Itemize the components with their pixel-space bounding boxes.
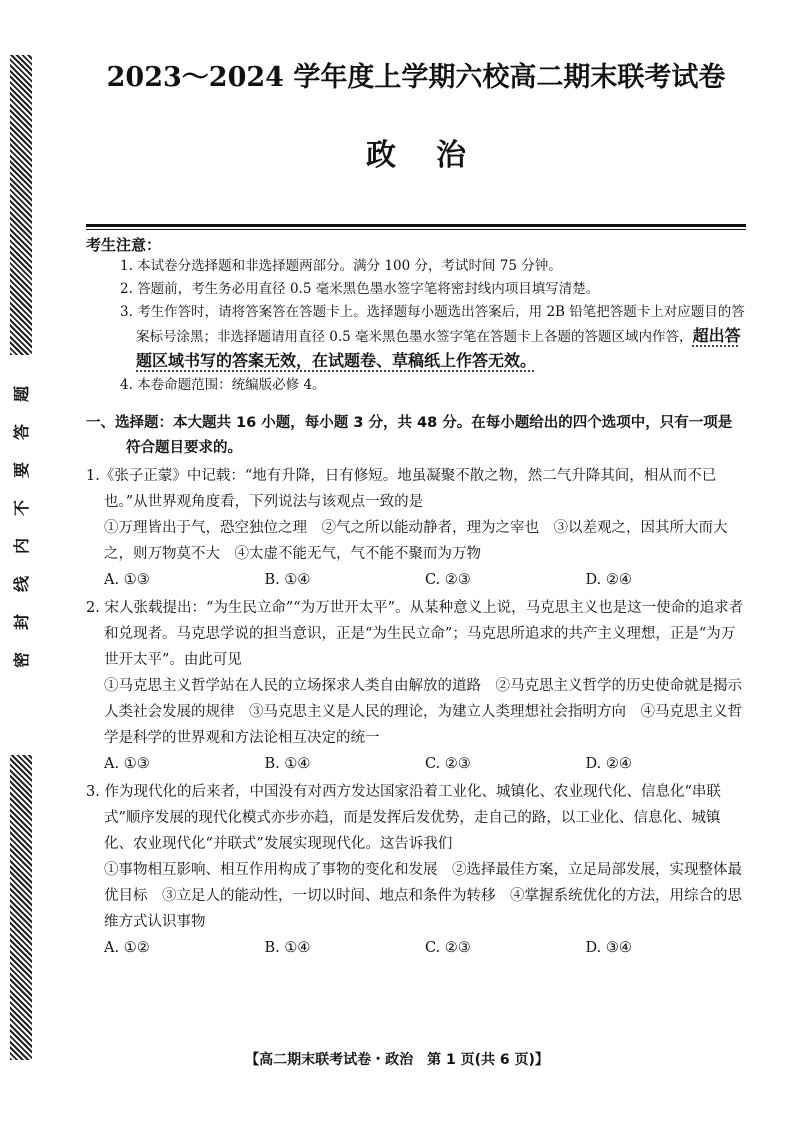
question-stem: 2. 宋人张载提出：“为生民立命”“为万世开太平”。从某种意义上说，马克思主义也是这一使命的追求者和兑现者。马克思学说的担当意识，正是“为生民立命”；马克思所追求的共产主义理想，正是“为万世开太平”。由此可见 [86, 600, 744, 668]
question-statements: ①万理皆出于气，恐空独位之理 ②气之所以能动静者，理为之宰也 ③以差观之，因其所大而大之，则万物莫不大 ④太虚不能无气，气不能不聚而为万物 [104, 520, 728, 562]
notice-heading: 考生注意： [86, 236, 162, 254]
seal-char: 密 [11, 651, 31, 669]
header-rule [86, 224, 746, 227]
seal-char: 线 [11, 575, 31, 593]
choice-a: A. ①② [104, 940, 150, 956]
choice-d: D. ②④ [585, 572, 632, 588]
answer-choices [86, 935, 746, 961]
notice-item [120, 301, 746, 374]
choice-d: D. ③④ [585, 940, 632, 956]
choice-b: B. ①④ [264, 756, 311, 772]
exam-page [86, 55, 746, 961]
exam-title: 2023～2024 学年度上学期六校高二期末联考试卷 [106, 62, 726, 93]
choice-d: D. ②④ [585, 756, 632, 772]
choice-c: C. ②③ [425, 756, 471, 772]
binding-pattern-bottom [10, 755, 32, 1060]
answer-choices [86, 567, 746, 593]
choice-b: B. ①④ [264, 940, 311, 956]
binding-pattern-top [10, 55, 32, 355]
header-rule-thin [86, 229, 746, 230]
binding-margin [0, 55, 44, 1065]
seal-char: 封 [11, 613, 31, 631]
choice-c: C. ②③ [425, 572, 471, 588]
choice-c: C. ②③ [425, 940, 471, 956]
choice-a: A. ①③ [104, 572, 150, 588]
seal-char: 不 [11, 499, 31, 517]
question-statements: ①事物相互影响、相互作用构成了事物的变化和发展 ②选择最佳方案，立足局部发展，实现整体最优目标 ③立足人的能动性，一切以时间、地点和条件为转移 ④掌握系统优化的方法，用综合的思维方式认识事物 [104, 862, 742, 930]
notice-emphasis: 超出答题区域书写的答案无效，在试题卷、草稿纸上作答无效。 [136, 326, 741, 370]
question-1 [86, 463, 746, 593]
exam-subject: 政治 [366, 138, 506, 173]
notice-item: 1. 本试卷分选择题和非选择题两部分。满分 100 分，考试时间 75 分钟。 [120, 258, 562, 274]
seal-char: 题 [11, 385, 31, 403]
page-footer: 【高二期末联考试卷・政治 第 1 页(共 6 页)】 [245, 1052, 549, 1068]
question-3 [86, 779, 746, 961]
question-stem: 3. 作为现代化的后来者，中国没有对西方发达国家沿着工业化、城镇化、农业现代化、信息化“串联式”顺序发展的现代化模式亦步亦趋，而是发挥后发优势，走自己的路，以工业化、信息化、城镇化、农业现代化“并联式”发展实现现代化。这告诉我们 [86, 784, 721, 852]
question-2 [86, 595, 746, 777]
question-stem: 1.《张子正蒙》中记载：“地有升降，日有修短。地虽凝聚不散之物，然二气升降其间，相从而不已也。”从世界观角度看，下列说法与该观点一致的是 [86, 468, 717, 510]
seal-char: 答 [11, 423, 31, 441]
notice-item: 2. 答题前，考生务必用直径 0.5 毫米黑色墨水签字笔将密封线内项目填写清楚。 [120, 281, 600, 297]
answer-choices [86, 751, 746, 777]
notice-list [86, 255, 746, 397]
choice-b: B. ①④ [264, 572, 311, 588]
question-statements: ①马克思主义哲学站在人民的立场探求人类自由解放的道路 ②马克思主义哲学的历史使命就是揭示人类社会发展的规律 ③马克思主义是人民的理论，为建立人类理想社会指明方向 ④马克思主义哲学是科学的世界观和方法论相互决定的统一 [104, 678, 742, 746]
seal-char: 内 [11, 537, 31, 555]
notice-item: 4. 本卷命题范围：统编版必修 4。 [120, 377, 326, 393]
choice-a: A. ①③ [104, 756, 150, 772]
seal-char: 要 [11, 461, 31, 479]
notice-item-text: 3. 考生作答时，请将答案答在答题卡上。选择题每小题选出答案后，用 2B 铅笔把答题卡上对应题目的答案标号涂黑；非选择题请用直径 0.5 毫米黑色墨水签字笔在答题卡上各题的答题区域内作答， [120, 304, 745, 345]
section-heading: 一、选择题：本大题共 16 小题，每小题 3 分，共 48 分。在每小题给出的四个选项中，只有一项是符合题目要求的。 [86, 415, 733, 456]
seal-line-text [8, 375, 36, 679]
